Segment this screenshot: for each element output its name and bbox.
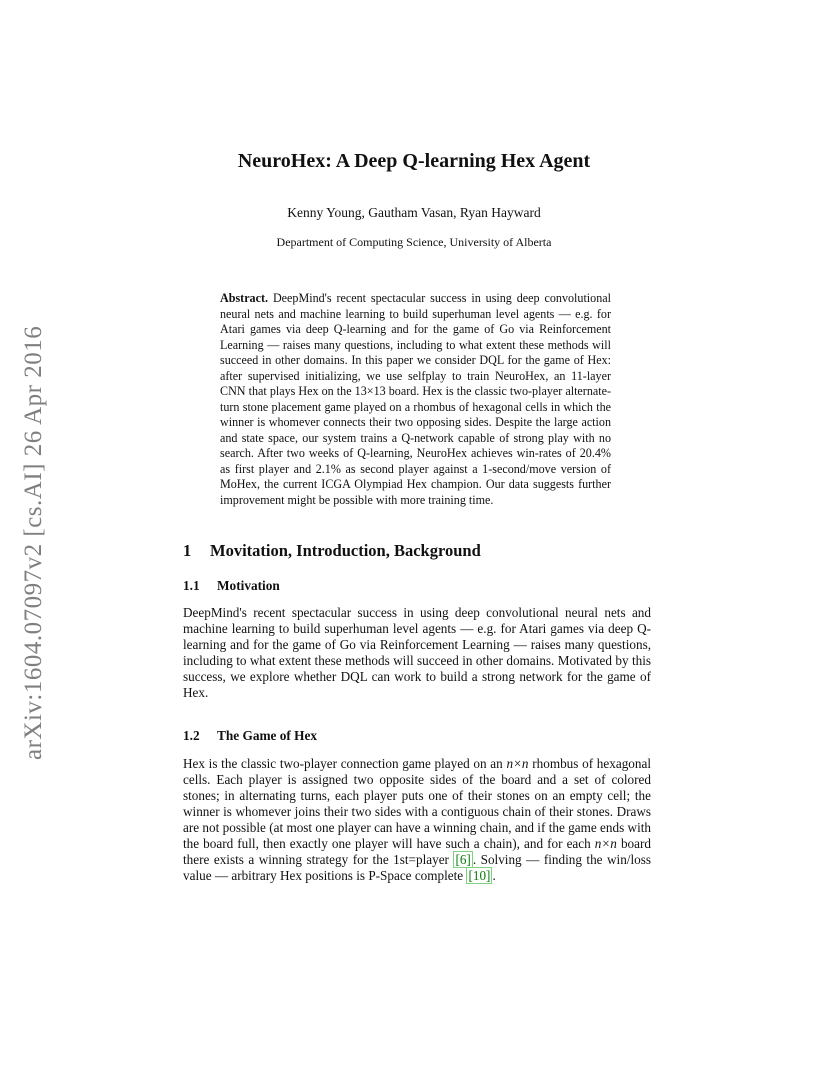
subsection-number: 1.1 <box>183 578 200 593</box>
paper-authors: Kenny Young, Gautham Vasan, Ryan Hayward <box>287 205 541 220</box>
subsection-title: The Game of Hex <box>217 728 318 743</box>
section-number: 1 <box>183 541 192 560</box>
text-run: board there exists a winning strategy for the 1st=player <box>183 836 651 867</box>
subsection-title: Motivation <box>217 578 280 593</box>
citation-link[interactable]: [10] <box>468 868 491 883</box>
game-of-hex-paragraph <box>183 756 651 884</box>
paper-title: NeuroHex: A Deep Q-learning Hex Agent <box>237 150 591 172</box>
math-expression: n×n <box>594 836 617 851</box>
abstract-label: Abstract. <box>220 291 269 305</box>
abstract-text: DeepMind's recent spectacular success in using deep convolutional neural nets and machine learning to build superhuman level agents — e.g. for Atari games via deep Q-learning and for the game of Go via Reinforcement Learning — raises many questions, including to what extent these methods will succeed in other domains. In this paper we consider DQL for the game of Hex: after supervised initializing, we use selfplay to train NeuroHex, an 11-layer CNN that plays Hex on the 13×13 board. Hex is the classic two-player alternate-turn stone placement game played on a rhombus of hexagonal cells in which the winner is whomever connects their two opposing sides. Despite the large action and state space, our system trains a Q-network capable of strong play with no search. After two weeks of Q-learning, NeuroHex achieves win-rates of 20.4% as first player and 2.1% as second player against a 1-second/move version of MoHex, the current ICGA Olympiad Hex champion. Our data suggests further improvement might be possible with more training time. <box>220 291 611 507</box>
arxiv-identifier: arXiv:1604.07097v2 [cs.AI] 26 Apr 2016 <box>20 325 47 760</box>
abstract <box>220 291 611 508</box>
text-run: . Solving — finding the win/loss value — arbitrary Hex positions is P-Space complete <box>183 852 651 883</box>
text-run: . <box>492 868 496 883</box>
section-title: Movitation, Introduction, Background <box>210 541 481 560</box>
paper-affiliation: Department of Computing Science, University of Alberta <box>276 235 552 249</box>
math-expression: n×n <box>506 756 529 771</box>
text-run: rhombus of hexagonal cells. Each player is assigned two opposite sides of the board and a set of colored stones; in alternating turns, each player puts one of their stones on an empty cell; the winner is whomever joins their two sides with a contiguous chain of their stones. Draws are not possible (at most one player can have a winning chain, and if the game ends with the board full, then exactly one player will have such a chain), and for each <box>183 756 651 851</box>
citation-link[interactable]: [6] <box>455 852 471 867</box>
text-run: Hex is the classic two-player connection game played on an <box>183 756 507 771</box>
subsection-number: 1.2 <box>183 728 200 743</box>
subsection-heading-motivation <box>183 578 280 594</box>
section-heading <box>183 541 481 561</box>
subsection-heading-game-of-hex <box>183 728 317 744</box>
motivation-paragraph: DeepMind's recent spectacular success in using deep convolutional neural nets and machine learning to build superhuman level agents — e.g. for Atari games via deep Q-learning and for the game of Go via Reinforcement Learning — raises many questions, including to what extent these methods will succeed in other domains. Motivated by this success, we explore whether DQL can work to build a strong network for the game of Hex. <box>183 605 651 700</box>
